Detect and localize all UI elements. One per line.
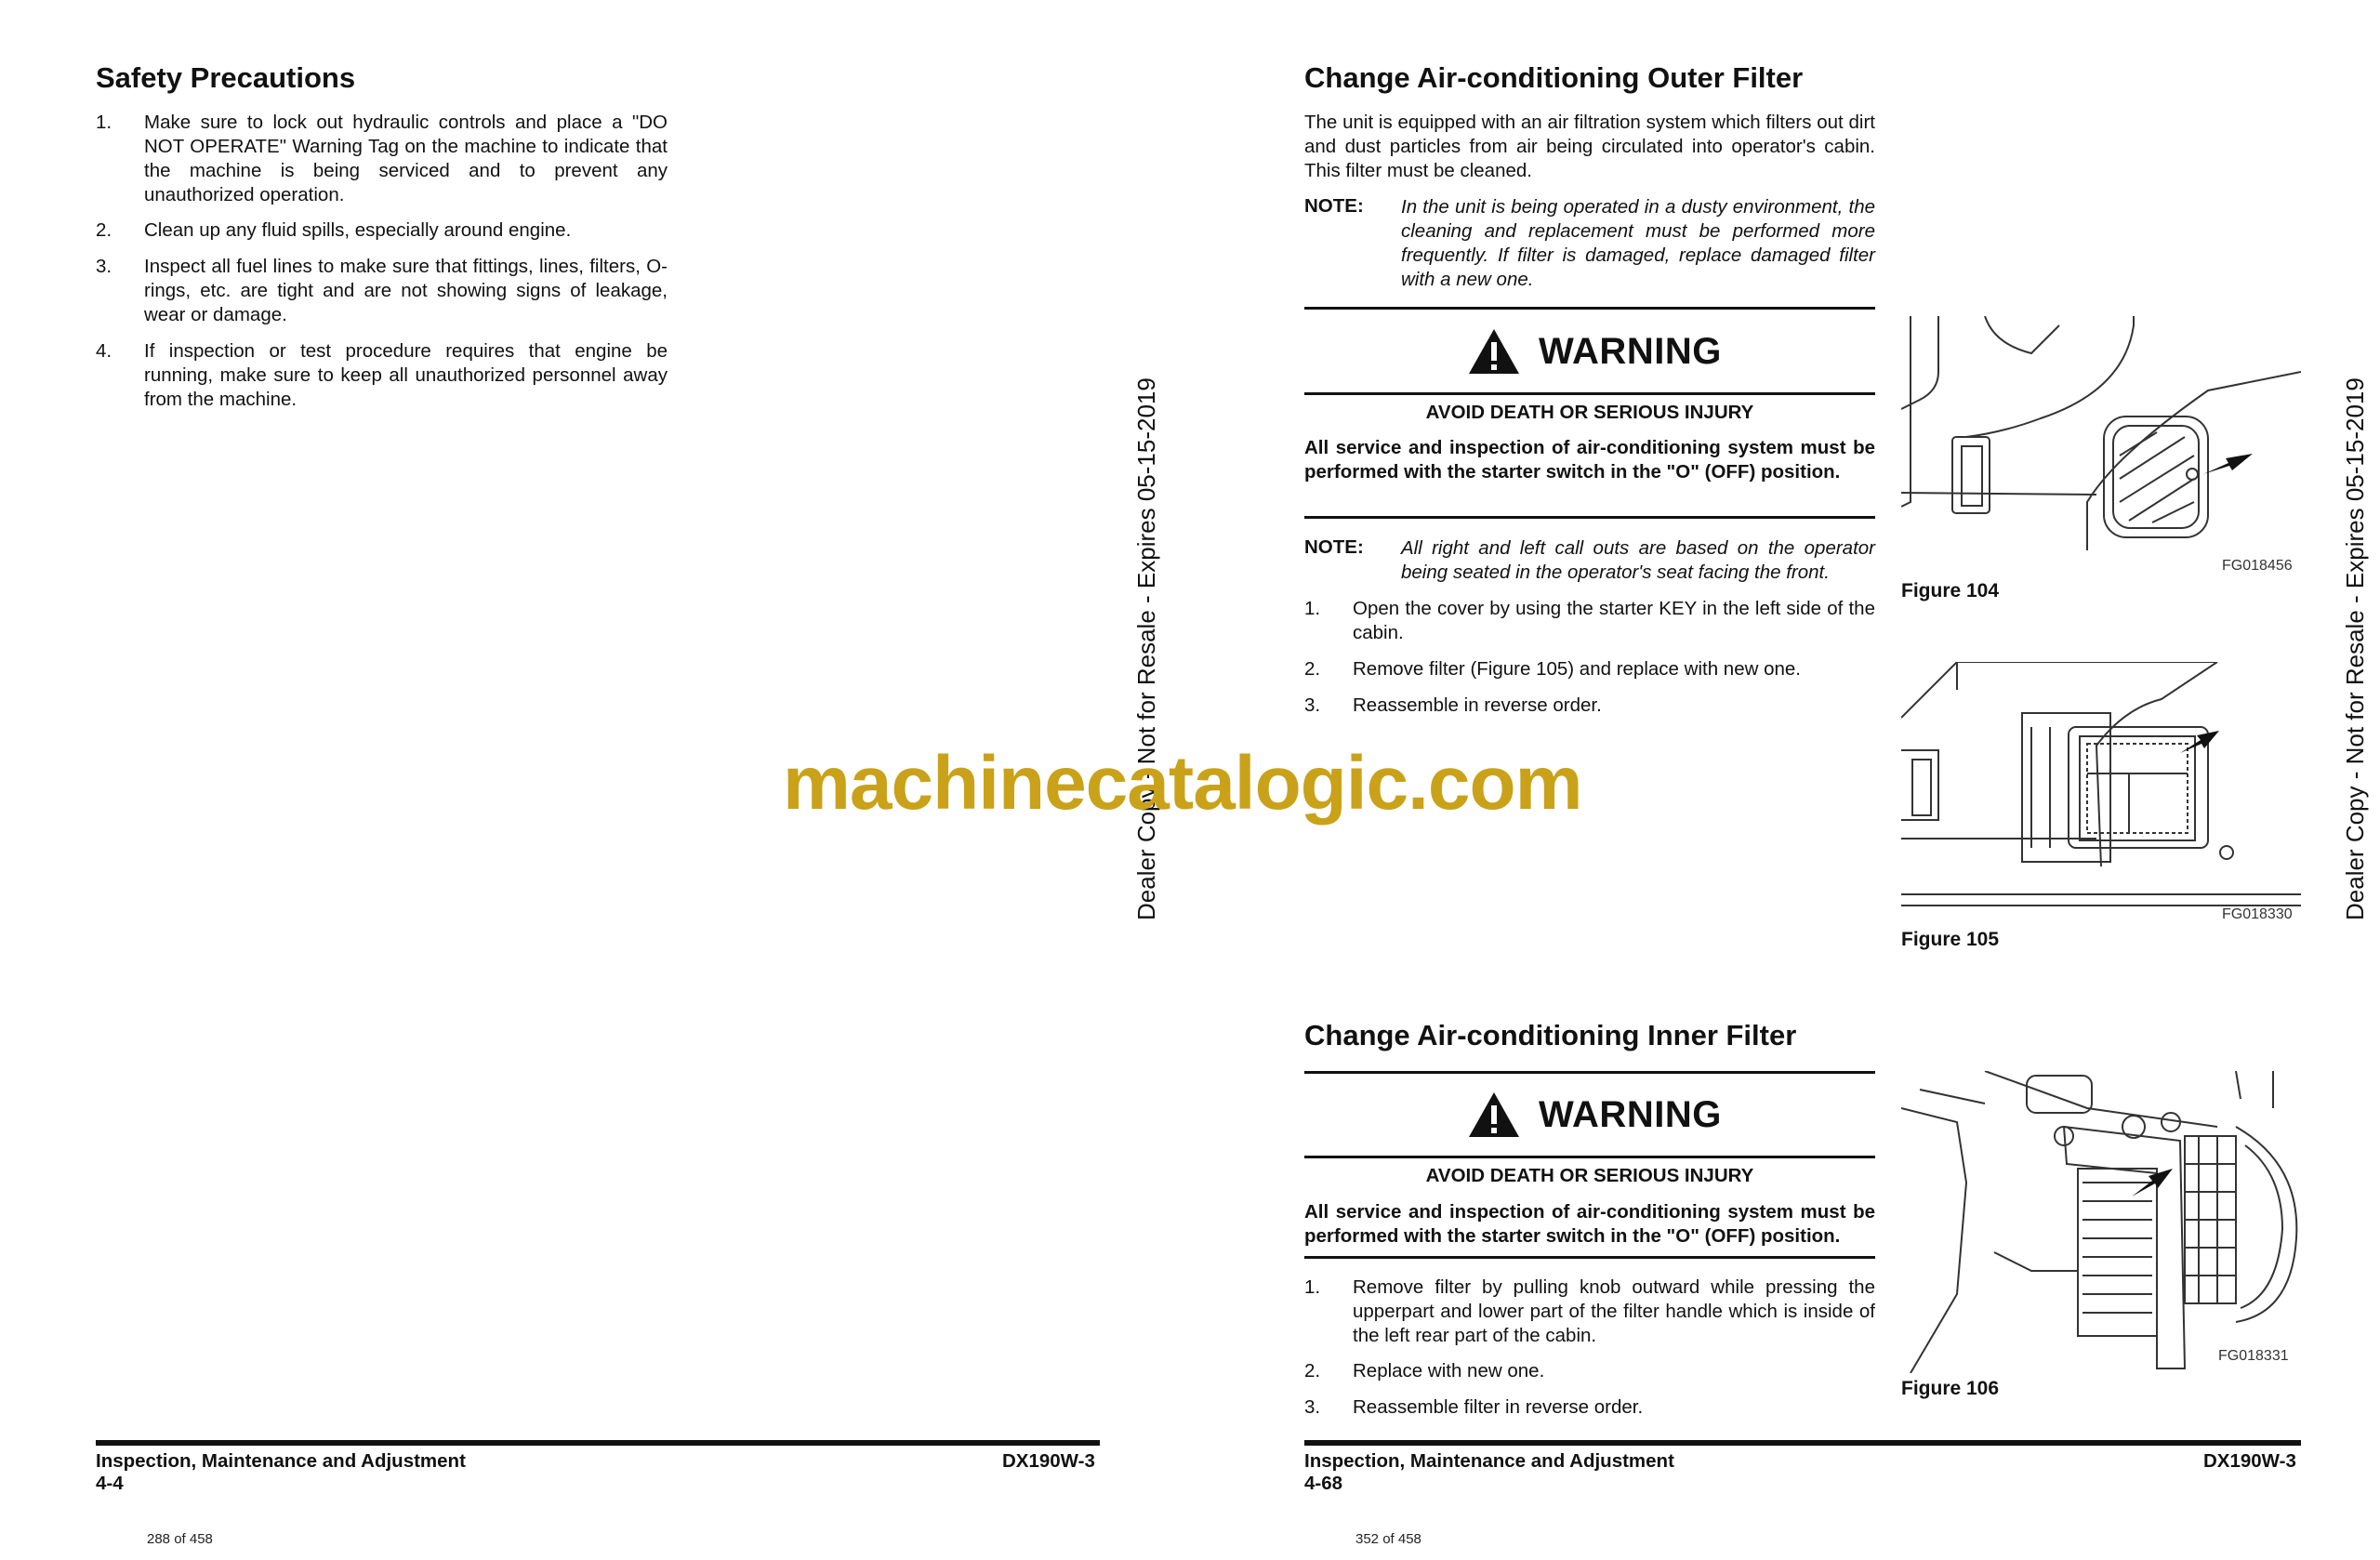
left-page-count: 288 of 458 [147, 1531, 213, 1547]
warning-rule-mid [1304, 392, 1875, 395]
warning-title: WARNING [1539, 331, 1722, 372]
figure-105-code: FG018330 [2222, 906, 2293, 922]
outer-filter-intro: The unit is equipped with an air filtration system which filters out dirt and dust particles from air being circulated into operator's cabin. This filter must be cleaned. [1304, 112, 1875, 181]
right-page-number: 4-68 [1304, 1473, 1343, 1494]
list-number: 2. [96, 219, 112, 241]
list-number: 2. [1304, 1360, 1321, 1382]
left-footer-rule [96, 1440, 1100, 1446]
note2-label: NOTE: [1304, 536, 1364, 558]
side-stamp-left: Dealer Copy - Not for Resale - Expires 05-15-2019 [1132, 377, 1160, 920]
figure-106-illustration [1901, 1071, 2301, 1373]
inner-filter-heading: Change Air-conditioning Inner Filter [1304, 1019, 1797, 1051]
list-text: Reassemble in reverse order. [1353, 694, 1602, 716]
note-label: NOTE: [1304, 195, 1364, 217]
list-text: Clean up any fluid spills, especially around engine. [144, 219, 572, 241]
warning2-rule-top [1304, 1071, 1875, 1074]
left-footer-model: DX190W-3 [1002, 1450, 1095, 1472]
list-number: 3. [1304, 1396, 1321, 1418]
warning-subtitle: AVOID DEATH OR SERIOUS INJURY [1425, 402, 1754, 423]
list-number: 3. [1304, 694, 1321, 716]
list-number: 1. [96, 112, 112, 133]
warning2-rule-mid [1304, 1156, 1875, 1158]
figure-105-caption: Figure 105 [1901, 929, 2000, 950]
warning-text: All service and inspection of air-conditioning system must be performed with the starter switch in the "O" (OFF) position. [1304, 437, 1875, 483]
list-text: Reassemble filter in reverse order. [1353, 1396, 1644, 1418]
list-text: Open the cover by using the starter KEY in the left side of the cabin. [1353, 598, 1875, 643]
left-page-heading: Safety Precautions [96, 61, 356, 94]
left-footer-title: Inspection, Maintenance and Adjustment [96, 1450, 466, 1472]
figure-106-code: FG018331 [2218, 1348, 2289, 1364]
warning-triangle-icon [1467, 1091, 1521, 1139]
warning2-subtitle: AVOID DEATH OR SERIOUS INJURY [1425, 1165, 1754, 1186]
list-number: 1. [1304, 598, 1321, 619]
warning-triangle-icon [1467, 327, 1521, 376]
right-footer-rule [1304, 1440, 2301, 1446]
list-number: 3. [96, 256, 112, 277]
warning-rule-bottom [1304, 516, 1875, 519]
note2-text: All right and left call outs are based on the operator being seated in the operator's seat facing the front. [1401, 537, 1875, 583]
figure-104-caption: Figure 104 [1901, 580, 2000, 602]
warning-rule-top [1304, 307, 1875, 310]
outer-filter-heading: Change Air-conditioning Outer Filter [1304, 61, 1804, 94]
watermark: machinecatalogic.com [783, 741, 1582, 826]
list-number: 2. [1304, 658, 1321, 680]
figure-105-illustration [1901, 662, 2301, 913]
figure-104-code: FG018456 [2222, 558, 2293, 574]
figure-106-caption: Figure 106 [1901, 1378, 2000, 1399]
note-text: In the unit is being operated in a dusty environment, the cleaning and replacement must be performed more frequently. If filter is damaged, replace damaged filter with a new one. [1401, 196, 1875, 290]
list-text: Remove filter (Figure 105) and replace with new one. [1353, 658, 1801, 680]
warning2-title: WARNING [1539, 1094, 1722, 1135]
list-text: If inspection or test procedure requires that engine be running, make sure to keep all unauthorized personnel away from the machine. [144, 340, 668, 410]
warning2-text: All service and inspection of air-conditioning system must be performed with the starter switch in the "O" (OFF) position. [1304, 1201, 1875, 1247]
figure-104-illustration [1901, 316, 2301, 550]
list-number: 4. [96, 340, 112, 362]
list-text: Replace with new one. [1353, 1360, 1545, 1382]
right-footer-model: DX190W-3 [2203, 1450, 2296, 1472]
warning2-rule-bottom [1304, 1256, 1875, 1259]
left-page-number: 4-4 [96, 1473, 124, 1494]
right-footer-title: Inspection, Maintenance and Adjustment [1304, 1450, 1674, 1472]
side-stamp-right: Dealer Copy - Not for Resale - Expires 05-15-2019 [2341, 377, 2369, 920]
list-text: Inspect all fuel lines to make sure that fittings, lines, filters, O-rings, etc. are tight and are not showing signs of leakage, wear or damage. [144, 256, 668, 325]
list-number: 1. [1304, 1276, 1321, 1298]
list-text: Make sure to lock out hydraulic controls and place a "DO NOT OPERATE" Warning Tag on the machine to indicate that the machine is being serviced and to prevent any unauthorized operation. [144, 112, 668, 205]
right-page-count: 352 of 458 [1355, 1531, 1421, 1547]
list-text: Remove filter by pulling knob outward while pressing the upperpart and lower part of the filter handle which is inside of the left rear part of the cabin. [1353, 1276, 1875, 1346]
